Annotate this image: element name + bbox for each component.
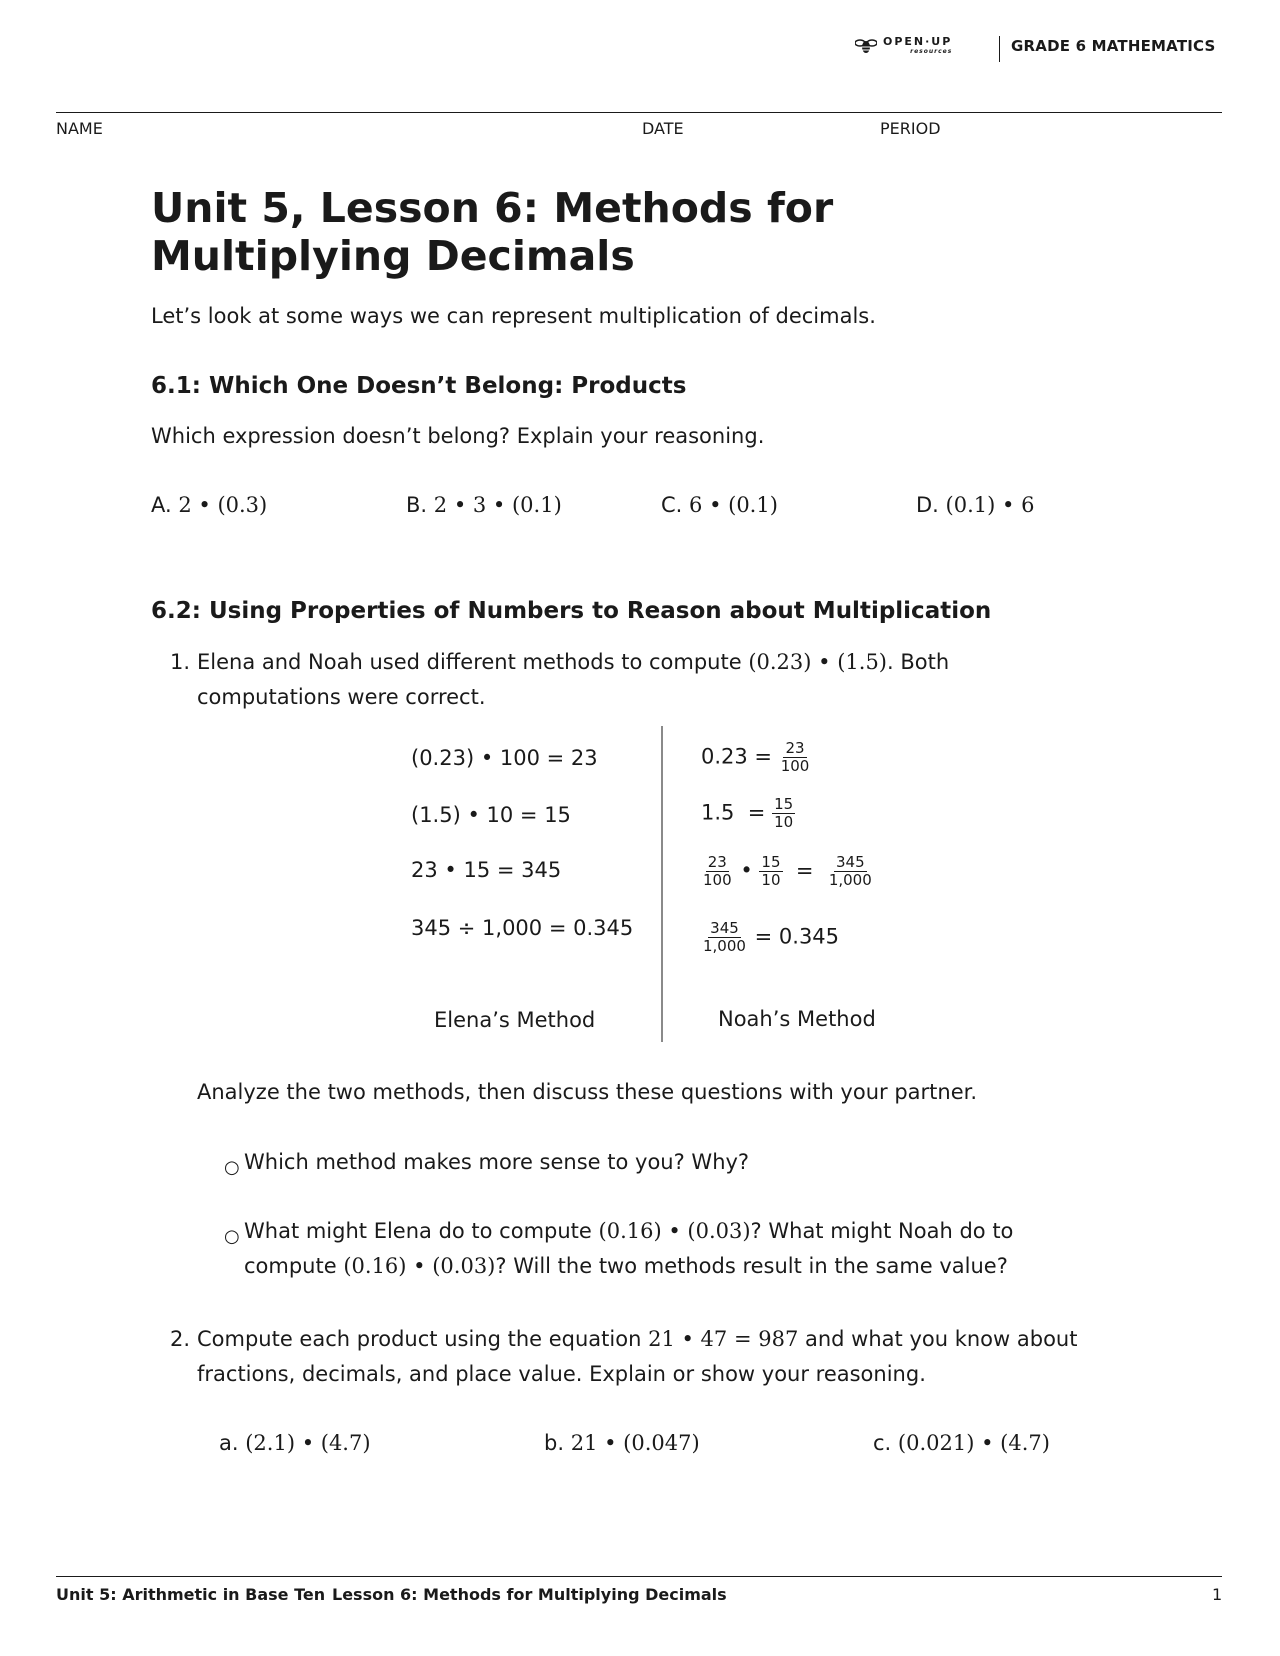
page-number: 1 (1212, 1585, 1223, 1604)
noah-line-2: 1.5 = $\frac{15}{10}$ (701, 795, 794, 831)
noah-line-3: $\frac{23}{100}$ • $\frac{15}{10}$ = $\frac{345}{1,000}$ (703, 853, 872, 889)
intro-text: Let’s look at some ways we can represent multiplication of decimals. (151, 304, 876, 328)
period-label: PERIOD (880, 119, 941, 138)
noah-caption: Noah’s Method (718, 1007, 876, 1031)
noah-line-1: 0.23 = $\frac{23}{100}$ (701, 739, 810, 775)
q1-number: 1. (170, 650, 191, 674)
noah-line-4: $\frac{345}{1,000}$ = 0.345 (703, 919, 840, 955)
choice-d: D. (0.1) • 6 (916, 493, 1035, 517)
header-separator (999, 36, 1000, 62)
q1-text: Elena and Noah used different methods to compute (0.23) • (1.5). Both (197, 650, 950, 674)
brand-logo (855, 36, 952, 58)
page-title: Unit 5, Lesson 6: Methods for Multiplying Decimals (151, 184, 834, 280)
choice-c: C. 6 • (0.1) (661, 493, 778, 517)
section-6-1-heading: 6.1: Which One Doesn’t Belong: Products (151, 373, 687, 399)
bullet-1-text: Which method makes more sense to you? Why? (244, 1150, 750, 1174)
method-divider (661, 726, 663, 1042)
q2-part-a: a. (2.1) • (4.7) (219, 1431, 371, 1455)
q2-text: Compute each product using the equation 21 • 47 = 987 and what you know about (197, 1327, 1078, 1351)
elena-line-1: (0.23) • 100 = 23 (411, 746, 598, 770)
brand-sub: resources (910, 48, 953, 55)
elena-line-2: (1.5) • 10 = 15 (411, 803, 571, 827)
header-rule (56, 112, 1222, 113)
footer-unit: Unit 5: Arithmetic in Base Ten (56, 1585, 326, 1604)
bullet-2-marker: ○ (224, 1226, 240, 1247)
elena-line-4: 345 ÷ 1,000 = 0.345 (411, 916, 634, 940)
grade-label: GRADE 6 MATHEMATICS (1011, 37, 1216, 55)
choice-a: A. 2 • (0.3) (151, 493, 268, 517)
footer-lesson: Lesson 6: Methods for Multiplying Decimals (332, 1585, 727, 1604)
brand-name: OPEN·UP (883, 35, 953, 48)
section-6-2-heading: 6.2: Using Properties of Numbers to Reason about Multiplication (151, 598, 992, 624)
q2-part-c: c. (0.021) • (4.7) (873, 1431, 1050, 1455)
bee-icon (855, 36, 877, 58)
analyze-text: Analyze the two methods, then discuss these questions with your partner. (197, 1080, 977, 1104)
q2-text-line2: fractions, decimals, and place value. Explain or show your reasoning. (197, 1362, 926, 1386)
date-label: DATE (642, 119, 684, 138)
footer-rule (56, 1576, 1222, 1577)
section-6-1-prompt: Which expression doesn’t belong? Explain your reasoning. (151, 424, 765, 448)
bullet-2-text: What might Elena do to compute (0.16) • (0.03)? What might Noah do to (244, 1219, 1014, 1243)
name-label: NAME (56, 119, 103, 138)
bullet-2-text-line2: compute (0.16) • (0.03)? Will the two methods result in the same value? (244, 1254, 1008, 1278)
q2-part-b: b. 21 • (0.047) (544, 1431, 700, 1455)
choice-b: B. 2 • 3 • (0.1) (406, 493, 562, 517)
bullet-1-marker: ○ (224, 1157, 240, 1178)
q2-number: 2. (170, 1327, 191, 1351)
elena-caption: Elena’s Method (434, 1008, 596, 1032)
q1-text-line2: computations were correct. (197, 685, 486, 709)
elena-line-3: 23 • 15 = 345 (411, 858, 562, 882)
